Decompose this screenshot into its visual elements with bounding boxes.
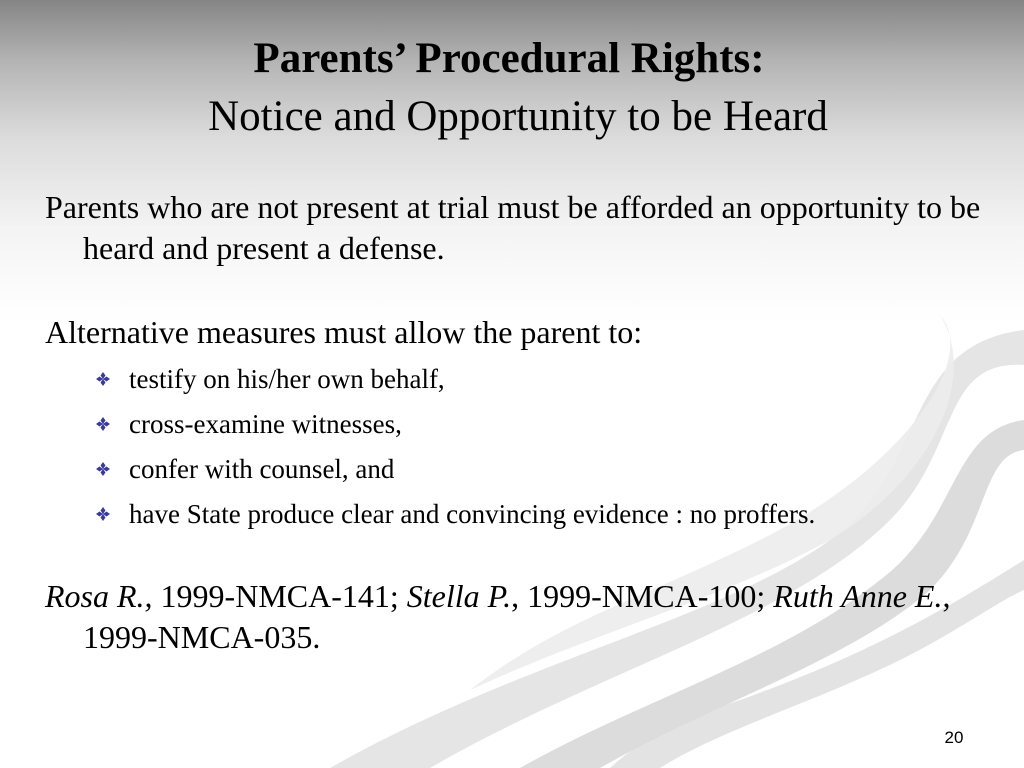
paragraph-alternative-measures: Alternative measures must allow the parent to: xyxy=(45,314,643,350)
case-cite-stella: , 1999-NMCA-100; xyxy=(511,578,774,614)
case-name-stella: Stella P. xyxy=(406,578,512,614)
list-item xyxy=(96,363,815,408)
slide-title xyxy=(0,32,1024,144)
title-heading: Parents’ Procedural Rights: xyxy=(253,35,765,82)
four-diamond-bullet-icon xyxy=(96,372,110,386)
bullet-text: have State produce clear and convincing evidence : no proffers. xyxy=(129,499,816,529)
list-item xyxy=(96,453,815,498)
slide-number: 20 xyxy=(944,728,964,747)
case-cite-rosa: 1999-NMCA-141; xyxy=(152,578,407,614)
list-item xyxy=(96,498,815,543)
bullet-list xyxy=(96,363,815,543)
case-citations xyxy=(45,576,1023,658)
case-name-rosa: Rosa R., xyxy=(45,578,153,614)
four-diamond-bullet-icon xyxy=(96,507,110,521)
case-cite-ruth-anne: , 1999-NMCA-035. xyxy=(83,578,951,655)
list-item xyxy=(96,408,815,453)
four-diamond-bullet-icon xyxy=(96,417,110,431)
four-diamond-bullet-icon xyxy=(96,462,110,476)
paragraph-absent-parents: Parents who are not present at trial must be afforded an opportunity to be heard and present a defense. xyxy=(45,189,981,266)
bullet-text: testify on his/her own behalf, xyxy=(129,364,445,394)
bullet-text: confer with counsel, and xyxy=(129,454,395,484)
bullet-text: cross-examine witnesses, xyxy=(129,409,402,439)
title-subheading: Notice and Opportunity to be Heard xyxy=(208,93,828,140)
case-name-ruth-anne: Ruth Anne E. xyxy=(773,578,943,614)
